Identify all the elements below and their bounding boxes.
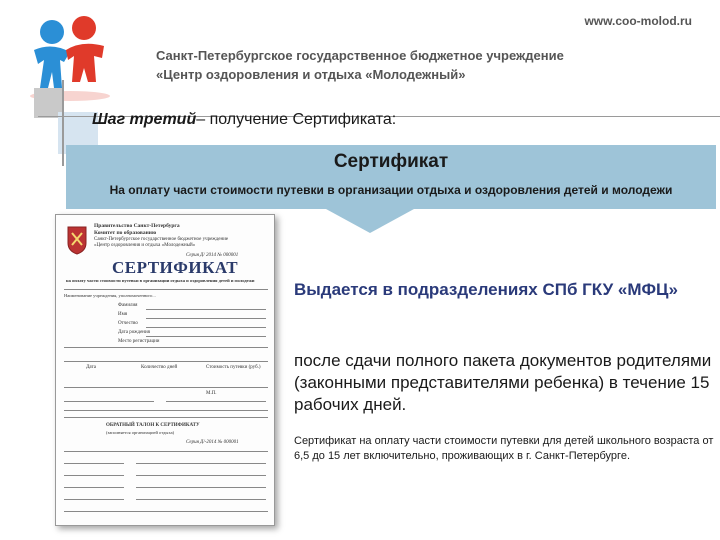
step-title — [92, 111, 396, 129]
doc-field-cost: Стоимость путевки (руб.) — [206, 365, 261, 370]
org-line-1: Санкт-Петербургское государственное бюджетное учреждение — [156, 48, 564, 63]
doc-field-surname: Фамилия — [118, 303, 138, 308]
certificate-banner — [66, 145, 716, 209]
doc-purpose: на оплату части стоимости путевки в организации отдыха и оздоровления детей и молодежи — [66, 278, 255, 283]
doc-authority-1: Правительство Санкт-Петербурга — [94, 223, 180, 229]
step-title-rest: – получение Сертификата: — [196, 111, 397, 128]
doc-line — [64, 451, 268, 452]
doc-line — [64, 401, 154, 402]
doc-line — [136, 487, 266, 488]
doc-line — [64, 511, 268, 512]
doc-authority-4: «Центр оздоровления и отдыха «Молодежный» — [94, 243, 196, 248]
decor-vertical-line — [62, 80, 64, 166]
doc-coupon-series: Серия Д/-2014 № 000001 — [186, 440, 239, 445]
doc-coupon-title: ОБРАТНЫЙ ТАЛОН К СЕРТИФИКАТУ — [106, 423, 200, 428]
doc-line — [146, 309, 266, 310]
doc-line — [146, 327, 266, 328]
certificate-document-image — [55, 214, 275, 526]
doc-series: Серия Д/ 2014 № 000001 — [186, 253, 239, 258]
certificate-note-text: Сертификат на оплату части стоимости путевки для детей школьного возраста от 6,5 до 15 лет включительно, проживающих в г. Санкт-Петербурге. — [294, 435, 714, 462]
organization-name — [156, 46, 676, 84]
after-submission-text: после сдачи полного пакета документов родителями (законными представителями ребенка) в течение 15 рабочих дней. — [294, 351, 712, 414]
doc-line — [64, 387, 268, 388]
doc-field-patronymic: Отчество — [118, 321, 138, 326]
doc-line — [64, 487, 124, 488]
doc-authority-3: Санкт-Петербургское государственное бюджетное учреждение — [94, 237, 229, 242]
down-arrow-icon — [326, 209, 414, 233]
doc-field-name: Имя — [118, 312, 128, 317]
doc-coupon-sub: (заполняется организацией отдыха) — [106, 430, 175, 435]
doc-field-birth: Дата рождения — [118, 330, 150, 335]
site-url[interactable]: www.coo-molod.ru — [584, 14, 692, 28]
doc-stamp: М.П. — [206, 391, 217, 396]
org-line-2: «Центр оздоровления и отдыха «Молодежный» — [156, 67, 466, 82]
doc-holder-label: Наименование учреждения, уполномоченного... — [64, 293, 156, 298]
doc-line — [136, 499, 266, 500]
doc-field-period: Дата — [86, 365, 96, 370]
doc-line — [146, 318, 266, 319]
doc-line — [64, 289, 268, 290]
doc-line — [136, 475, 266, 476]
logo-icon — [12, 10, 122, 110]
doc-line — [64, 361, 268, 362]
banner-title: Сертификат — [333, 151, 449, 172]
banner-subtitle: На оплату части стоимости путевки в организации отдыха и оздоровления детей и молодежи — [109, 183, 673, 197]
step-title-bold: Шаг третий — [92, 111, 197, 128]
doc-line — [64, 463, 124, 464]
doc-authority-2: Комитет по образованию — [94, 230, 157, 236]
doc-line — [64, 347, 268, 348]
issued-at-text: Выдается в подразделениях СПб ГКУ «МФЦ» — [294, 280, 678, 299]
doc-field-days: Количество дней — [141, 365, 178, 370]
coat-of-arms-icon — [66, 225, 88, 255]
doc-line — [64, 410, 268, 411]
doc-line — [146, 336, 266, 337]
doc-line — [64, 499, 124, 500]
doc-line — [64, 475, 124, 476]
doc-field-place: Место регистрации — [118, 339, 160, 344]
doc-line — [136, 463, 266, 464]
doc-heading: СЕРТИФИКАТ — [112, 258, 239, 277]
doc-line — [166, 401, 266, 402]
doc-line — [64, 417, 268, 418]
